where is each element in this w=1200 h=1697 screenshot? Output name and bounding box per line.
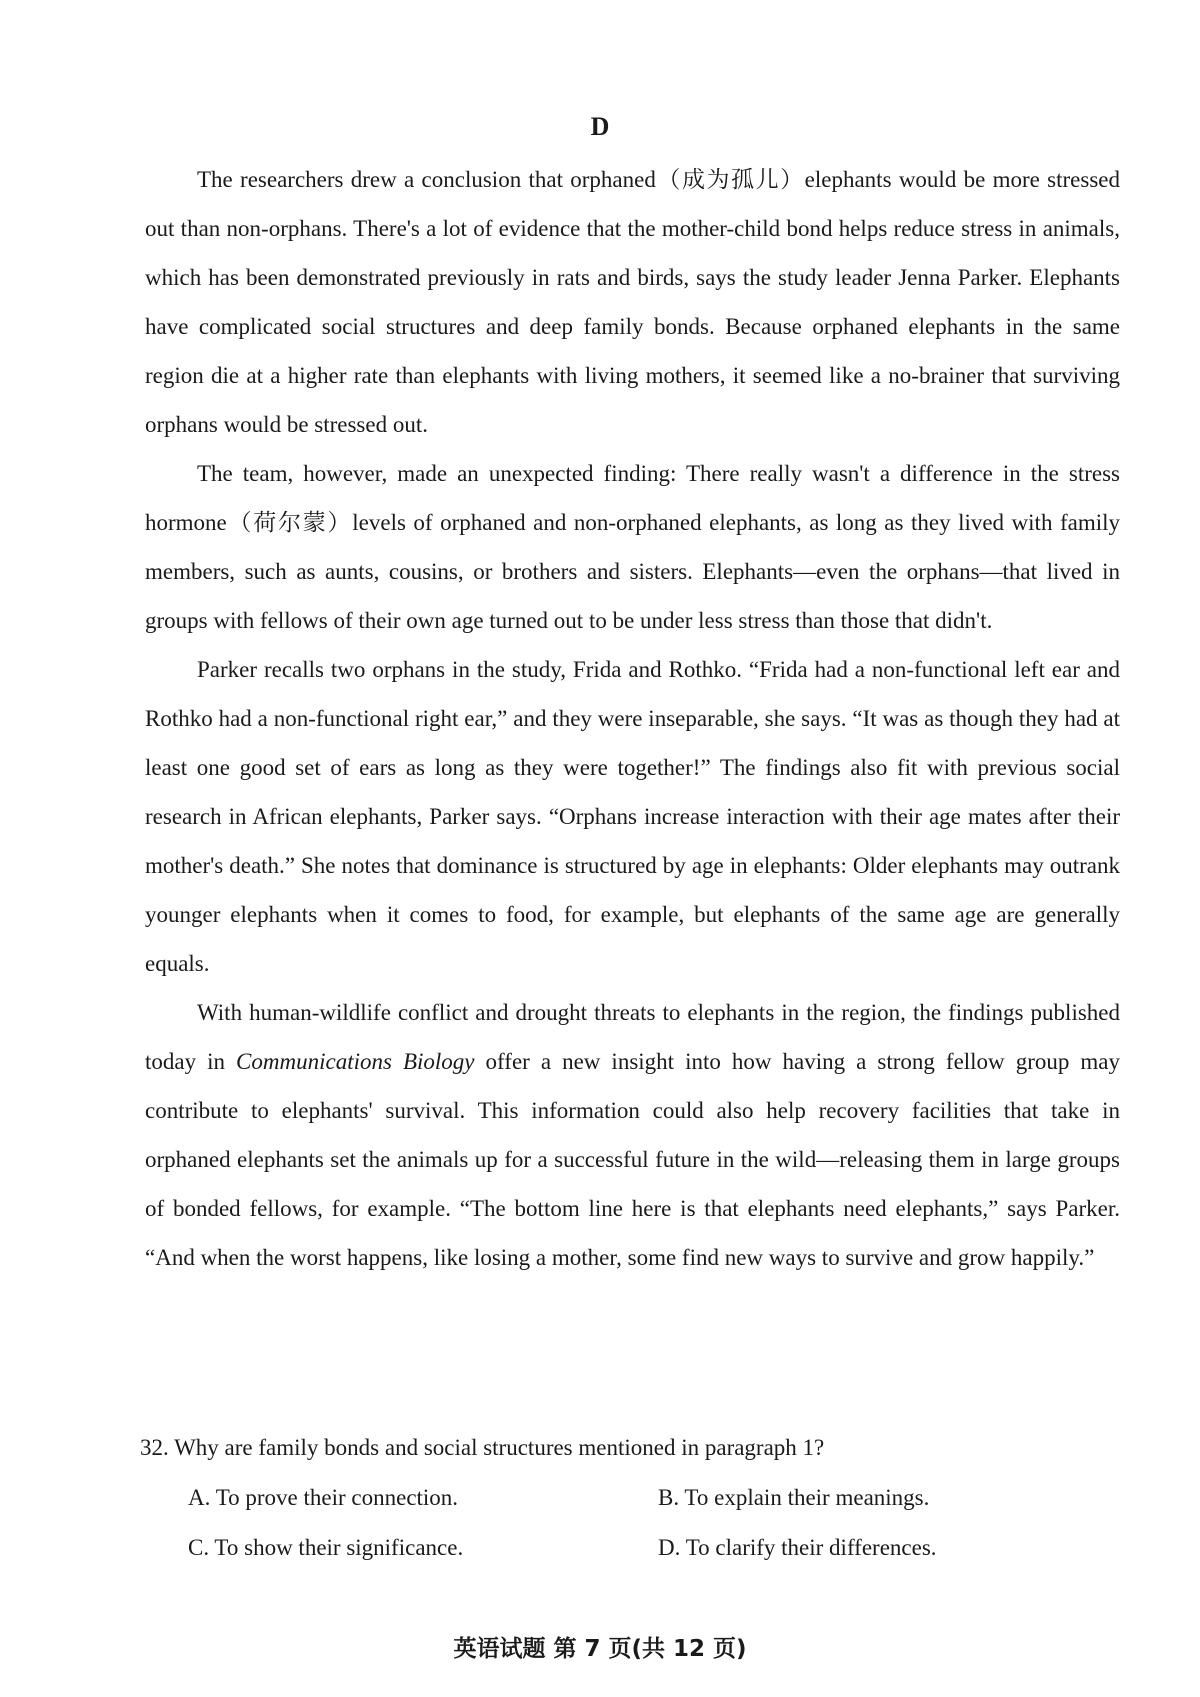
section-heading: D [590, 112, 610, 141]
option-b: B. To explain their meanings. [658, 1485, 930, 1510]
paragraph-1-family-bonds-sentence: Elephants have complicated social structures and deep family bonds. [145, 265, 1120, 339]
paragraph-4-part-a: With human-wildlife conflict and drought threats to elephants in the region, the findings published today in [145, 1000, 1120, 1074]
paragraph-1 [145, 155, 1120, 449]
answer-options [188, 1482, 1120, 1564]
page-footer: 英语试题 第 7 页(共 12 页) [453, 1636, 747, 1662]
reading-passage [145, 155, 1120, 1282]
paragraph-1-part-c: Because orphaned elephants in the same region die at a higher rate than elephants with living mothers, it seemed like a no-brainer that surviving orphans would be stressed out. [145, 314, 1120, 437]
paragraph-4-part-b: offer a new insight into how having a strong fellow group may contribute to elephants' survival. This information could also help recovery facilities that take in orphaned elephants set the animals up for a successful future in the wild—releasing them in large groups of bonded fellows, for example. “The bottom line here is that elephants need elephants,” says Parker. “And when the worst happens, like losing a mother, some find new ways to survive and grow happily.” [145, 1049, 1120, 1270]
paragraph-1-part-a: The researchers drew a conclusion that orphaned（成为孤儿）elephants would be more stressed out than non-orphans. There's a lot of evidence that the mother-child bond helps reduce stress in animals, which has been demonstrated previously in rats and birds, says the study leader Jenna Parker. [145, 167, 1120, 290]
question-stem: 32. Why are family bonds and social structures mentioned in paragraph 1? [140, 1435, 825, 1460]
paragraph-3: Parker recalls two orphans in the study, Frida and Rothko. “Frida had a non-functional left ear and Rothko had a non-functional right ear,” and they were inseparable, she says. “It was as though they had at least one good set of ears as long as they were together!” The findings also fit with previous social research in African elephants, Parker says. “Orphans increase interaction with their age mates after their mother's death.” She notes that dominance is structured by age in elephants: Older elephants may outrank younger elephants when it comes to food, for example, but elephants of the same age are generally equals. [145, 657, 1120, 976]
option-c: C. To show their significance. [188, 1535, 464, 1560]
option-a: A. To prove their connection. [188, 1485, 459, 1510]
question-32 [140, 1432, 1120, 1564]
journal-title: Communications Biology [236, 1049, 475, 1074]
option-d: D. To clarify their differences. [658, 1535, 937, 1560]
paragraph-2: The team, however, made an unexpected finding: There really wasn't a difference in the stress hormone（荷尔蒙）levels of orphaned and non-orphaned elephants, as long as they lived with family members, such as aunts, cousins, or brothers and sisters. Elephants—even the orphans—that lived in groups with fellows of their own age turned out to be under less stress than those that didn't. [145, 461, 1120, 633]
paragraph-4 [145, 988, 1120, 1282]
